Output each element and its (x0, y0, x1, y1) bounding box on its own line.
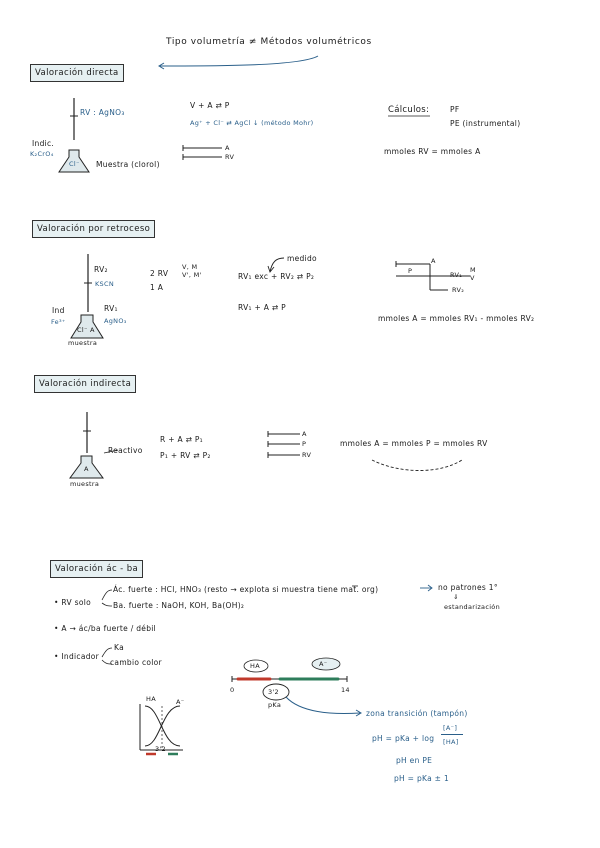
s1-bar-a-label: A (225, 144, 230, 152)
graph-a-label: A⁻ (176, 698, 185, 706)
s3-muestra: muestra (70, 480, 100, 488)
s1-bar-rv-label: RV (225, 153, 235, 161)
s4-ph-pe: pH en PE (396, 756, 433, 765)
s4-zero: 0 (230, 686, 235, 694)
s4-frac-bottom: [HA] (443, 738, 459, 746)
s2-diag-rv2: RV₂ (452, 286, 465, 294)
s1-flask-label: Cl⁻ (69, 160, 80, 168)
s4-frac-top: [A⁻] (443, 724, 458, 732)
s2-2rv: 2 RV (150, 269, 169, 278)
s2-diag-p: P (408, 267, 413, 275)
s4-base: Ba. fuerte : NaOH, KOH, Ba(OH)₂ (113, 601, 245, 610)
s4-ph2: pH = pKa ± 1 (394, 774, 450, 783)
s2-diag-rv1: RV₁ (450, 271, 463, 279)
s2-rv2-label: RV₂ (94, 265, 108, 274)
s4-indicador: • Indicador (54, 652, 100, 661)
s4-cambio: cambio color (110, 658, 162, 667)
s2-rv1-label: RV₁ (104, 304, 118, 313)
section-box-retroceso: Valoración por retroceso (32, 220, 155, 238)
section-box-indirecta: Valoración indirecta (34, 375, 136, 393)
s1-indic-label: Indic. (32, 139, 55, 148)
graph-ha-label: HA (146, 695, 156, 703)
s4-pka: pKa (268, 701, 282, 709)
s2-mmoles: mmoles A = mmoles RV₁ - mmoles RV₂ (378, 314, 535, 323)
s1-muestra: Muestra (clorol) (96, 160, 160, 169)
s2-diag-mv: M V (470, 266, 476, 282)
s1-pf: PF (450, 105, 460, 114)
s4-ha-label: HA (250, 662, 260, 670)
s3-bar-a-label: A (302, 430, 307, 438)
page-title: Tipo volumetría ≠ Métodos volumétricos (166, 37, 372, 47)
s2-vm: V, M (182, 263, 198, 271)
title-arrow (160, 56, 318, 66)
s2-kscn: KSCN (95, 280, 114, 288)
s4-ph1: pH = pKa + log (372, 734, 435, 743)
s1-rv-label: RV : AgNO₃ (80, 108, 125, 117)
s3-bar-p-label: P (302, 440, 307, 448)
s1-indic-sub: K₂CrO₄ (30, 150, 54, 158)
s1-calculos: Cálculos: (388, 105, 430, 115)
s4-rv-solo: • RV solo (54, 598, 91, 607)
s3-eq2: P₁ + RV ⇄ P₂ (160, 451, 211, 460)
s2-ind: Ind (52, 306, 65, 315)
s2-1a: 1 A (150, 283, 164, 292)
s1-eq1: V + A ⇄ P (190, 101, 230, 110)
s2-eq1: RV₁ exc + RV₂ ⇄ P₂ (238, 272, 315, 281)
s1-mmoles: mmoles RV = mmoles A (384, 147, 481, 156)
s2-agno3: AgNO₃ (104, 317, 127, 325)
section-box-acido-base: Valoración ác - ba (50, 560, 143, 578)
s1-eq2: Ag⁺ + Cl⁻ ⇄ AgCl ↓ (método Mohr) (190, 119, 314, 127)
s1-pe: PE (instrumental) (450, 119, 521, 128)
graph-pk-label: 3'2 (155, 745, 166, 753)
s3-reactivo: Reactivo (108, 446, 143, 455)
s4-a-line: • A → ác/ba fuerte / débil (54, 624, 157, 633)
s4-a-minus-label: A⁻ (319, 660, 328, 668)
s4-no-patrones: no patrones 1° (438, 583, 498, 592)
s3-flask-label: A (84, 465, 89, 473)
s2-medido: medido (287, 254, 317, 263)
s2-diag-a: A (431, 257, 436, 265)
s3-mmoles: mmoles A = mmoles P = mmoles RV (340, 439, 488, 448)
section-box-directa: Valoración directa (30, 64, 124, 82)
s4-ka: Ka (114, 643, 124, 652)
s4-fourteen: 14 (341, 686, 350, 694)
s2-vm2: V', M' (182, 271, 202, 279)
s2-muestra: muestra (68, 339, 98, 347)
s2-fe: Fe³⁺ (51, 318, 66, 326)
s2-flask-label: Cl⁻ A (77, 326, 95, 334)
s3-eq1: R + A ⇄ P₁ (160, 435, 203, 444)
s4-pk-value: 3'2 (268, 688, 279, 696)
s4-zona: zona transición (tampón) (366, 709, 468, 718)
s3-bar-rv-label: RV (302, 451, 312, 459)
s4-estandarizacion: estandarización (444, 603, 500, 611)
s4-acid: Ác. fuerte : HCl, HNO₃ (resto → explota si muestra tiene mat. org) (113, 585, 379, 594)
s2-eq2: RV₁ + A ⇄ P (238, 303, 286, 312)
